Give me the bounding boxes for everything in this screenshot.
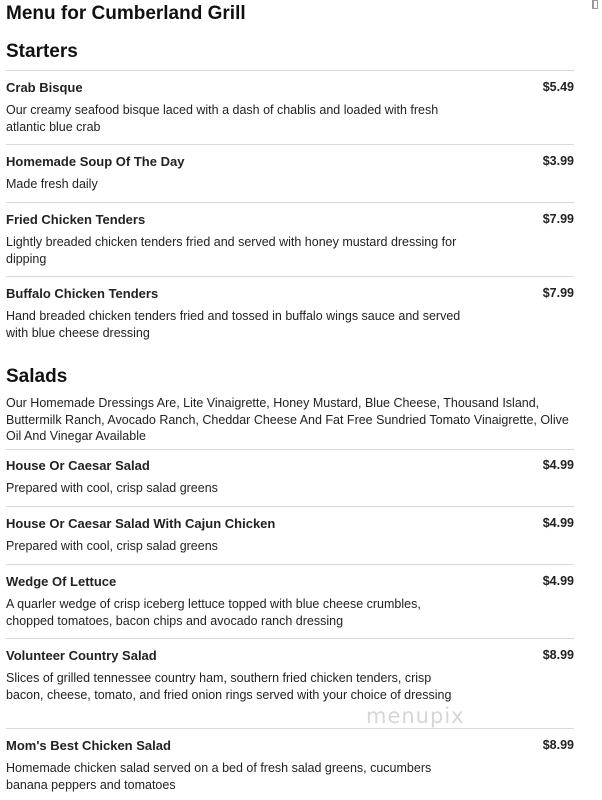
item-price: $4.99 <box>542 574 574 588</box>
item-description: Hand breaded chicken tenders fried and tossed in buffalo wings sauce and served with blue cheese dressing <box>6 309 461 340</box>
item-name: House Or Caesar Salad With Cajun Chicken <box>6 516 276 531</box>
item-name: Mom's Best Chicken Salad <box>6 738 171 753</box>
item-price: $4.99 <box>542 516 574 530</box>
divider <box>6 728 574 729</box>
item-description: Made fresh daily <box>6 177 98 191</box>
divider <box>6 506 574 507</box>
item-name: Volunteer Country Salad <box>6 648 157 663</box>
item-price: $4.99 <box>542 458 574 472</box>
item-price: $5.49 <box>542 80 574 94</box>
item-description: Lightly breaded chicken tenders fried and served with honey mustard dressing for dipping <box>6 235 457 266</box>
divider <box>6 144 574 145</box>
item-price: $8.99 <box>542 738 574 752</box>
item-name: House Or Caesar Salad <box>6 458 150 473</box>
page-title: Menu for Cumberland Grill <box>6 3 246 24</box>
item-price: $7.99 <box>542 212 574 226</box>
divider <box>6 276 574 277</box>
item-description: Homemade chicken salad served on a bed of fresh salad greens, cucumbers banana peppers and tomatoes <box>6 761 432 792</box>
item-price: $8.99 <box>542 648 574 662</box>
item-description: A quarler wedge of crisp iceberg lettuce topped with blue cheese crumbles, chopped tomatoes, bacon chips and avocado ranch dressing <box>6 597 421 628</box>
corner-mark <box>592 0 598 9</box>
item-price: $3.99 <box>542 154 574 168</box>
item-description: Prepared with cool, crisp salad greens <box>6 481 218 495</box>
divider <box>6 638 574 639</box>
divider <box>6 564 574 565</box>
item-description: Our creamy seafood bisque laced with a dash of chablis and loaded with fresh atlantic blue crab <box>6 103 439 134</box>
item-name: Buffalo Chicken Tenders <box>6 286 159 301</box>
watermark: menupix <box>366 704 465 728</box>
divider <box>6 202 574 203</box>
item-price: $7.99 <box>542 286 574 300</box>
section-note: Our Homemade Dressings Are, Lite Vinaigrette, Honey Mustard, Blue Cheese, Thousand Island, Buttermilk Ranch, Avocado Ranch, Cheddar Cheese And Fat Free Sundried Tomato Vinaigrette, Olive Oil And Vinegar Available <box>6 396 569 443</box>
item-name: Wedge Of Lettuce <box>6 574 117 589</box>
item-name: Crab Bisque <box>6 80 83 95</box>
section-title-starters: Starters <box>6 41 78 62</box>
item-description: Prepared with cool, crisp salad greens <box>6 539 218 553</box>
section-title-salads: Salads <box>6 366 68 387</box>
divider <box>6 449 574 450</box>
item-name: Fried Chicken Tenders <box>6 212 146 227</box>
item-description: Slices of grilled tennessee country ham, southern fried chicken tenders, crisp bacon, cheese, tomato, and fried onion rings served with your choice of dressing <box>6 671 452 702</box>
divider <box>6 70 574 71</box>
item-name: Homemade Soup Of The Day <box>6 154 185 169</box>
